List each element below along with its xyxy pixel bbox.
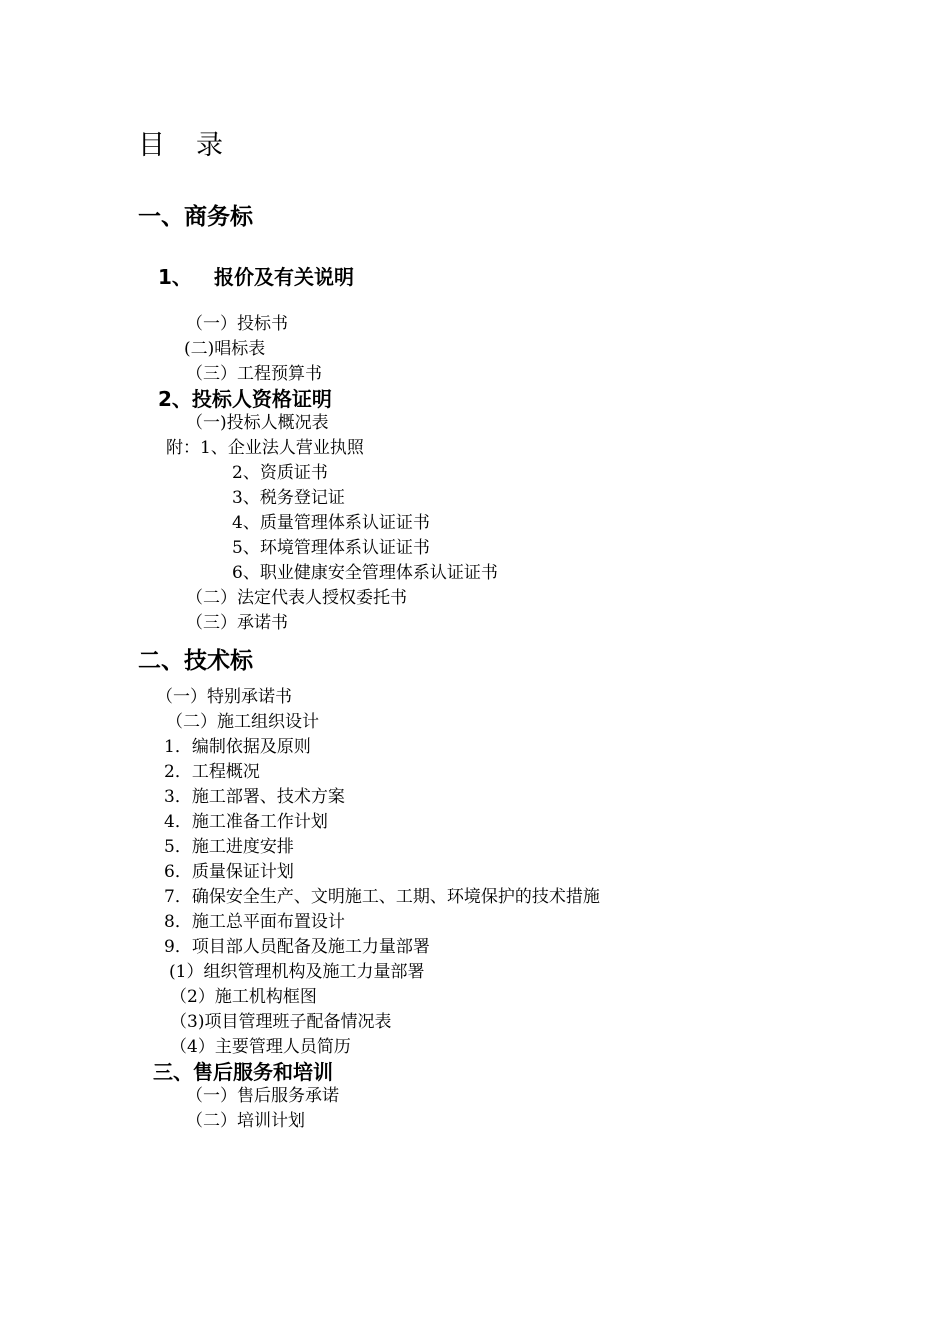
- numbered-item: 2．工程概况: [164, 762, 260, 782]
- toc-item: (二)唱标表: [184, 339, 266, 359]
- appendix-item: 2、资质证书: [232, 463, 328, 483]
- sub-item: （4）主要管理人员简历: [170, 1037, 351, 1057]
- toc-item: （一)投标人概况表: [186, 413, 329, 433]
- toc-item: （一）特别承诺书: [156, 687, 292, 707]
- toc-item: （二）施工组织设计: [166, 712, 319, 732]
- numbered-item: 1．编制依据及原则: [164, 737, 311, 757]
- numbered-item: 9．项目部人员配备及施工力量部署: [164, 937, 430, 957]
- business-sub1-number: 1、: [158, 265, 192, 289]
- numbered-item: 3．施工部署、技术方案: [164, 787, 345, 807]
- section-technical-heading: 二、技术标: [138, 648, 253, 674]
- numbered-item: 6．质量保证计划: [164, 862, 294, 882]
- toc-title: 目 录: [138, 130, 225, 161]
- sub-item: (1）组织管理机构及施工力量部署: [169, 962, 425, 982]
- numbered-item: 4．施工准备工作计划: [164, 812, 328, 832]
- toc-item: （三）工程预算书: [186, 364, 322, 384]
- business-sub1-label: 报价及有关说明: [214, 265, 354, 289]
- toc-item: （三）承诺书: [186, 613, 288, 633]
- sub-item: （3)项目管理班子配备情况表: [170, 1012, 392, 1032]
- toc-item: （一）售后服务承诺: [186, 1086, 339, 1106]
- toc-item: （二）法定代表人授权委托书: [186, 588, 407, 608]
- business-sub2-label: 2、投标人资格证明: [158, 387, 332, 411]
- appendix-item: 4、质量管理体系认证证书: [232, 513, 430, 533]
- appendix-item: 6、职业健康安全管理体系认证证书: [232, 563, 498, 583]
- toc-item: （一）投标书: [186, 314, 288, 334]
- numbered-item: 7．确保安全生产、文明施工、工期、环境保护的技术措施: [164, 887, 600, 907]
- numbered-item: 5．施工进度安排: [164, 837, 294, 857]
- appendix-item: 5、环境管理体系认证证书: [232, 538, 430, 558]
- numbered-item: 8．施工总平面布置设计: [164, 912, 345, 932]
- toc-item: （二）培训计划: [186, 1111, 305, 1131]
- appendix-item: 3、税务登记证: [232, 488, 345, 508]
- section-business-heading: 一、商务标: [138, 204, 253, 230]
- appendix-item: 附：1、企业法人营业执照: [166, 438, 364, 458]
- section-service-heading: 三、售后服务和培训: [153, 1060, 333, 1084]
- sub-item: （2）施工机构框图: [170, 987, 317, 1007]
